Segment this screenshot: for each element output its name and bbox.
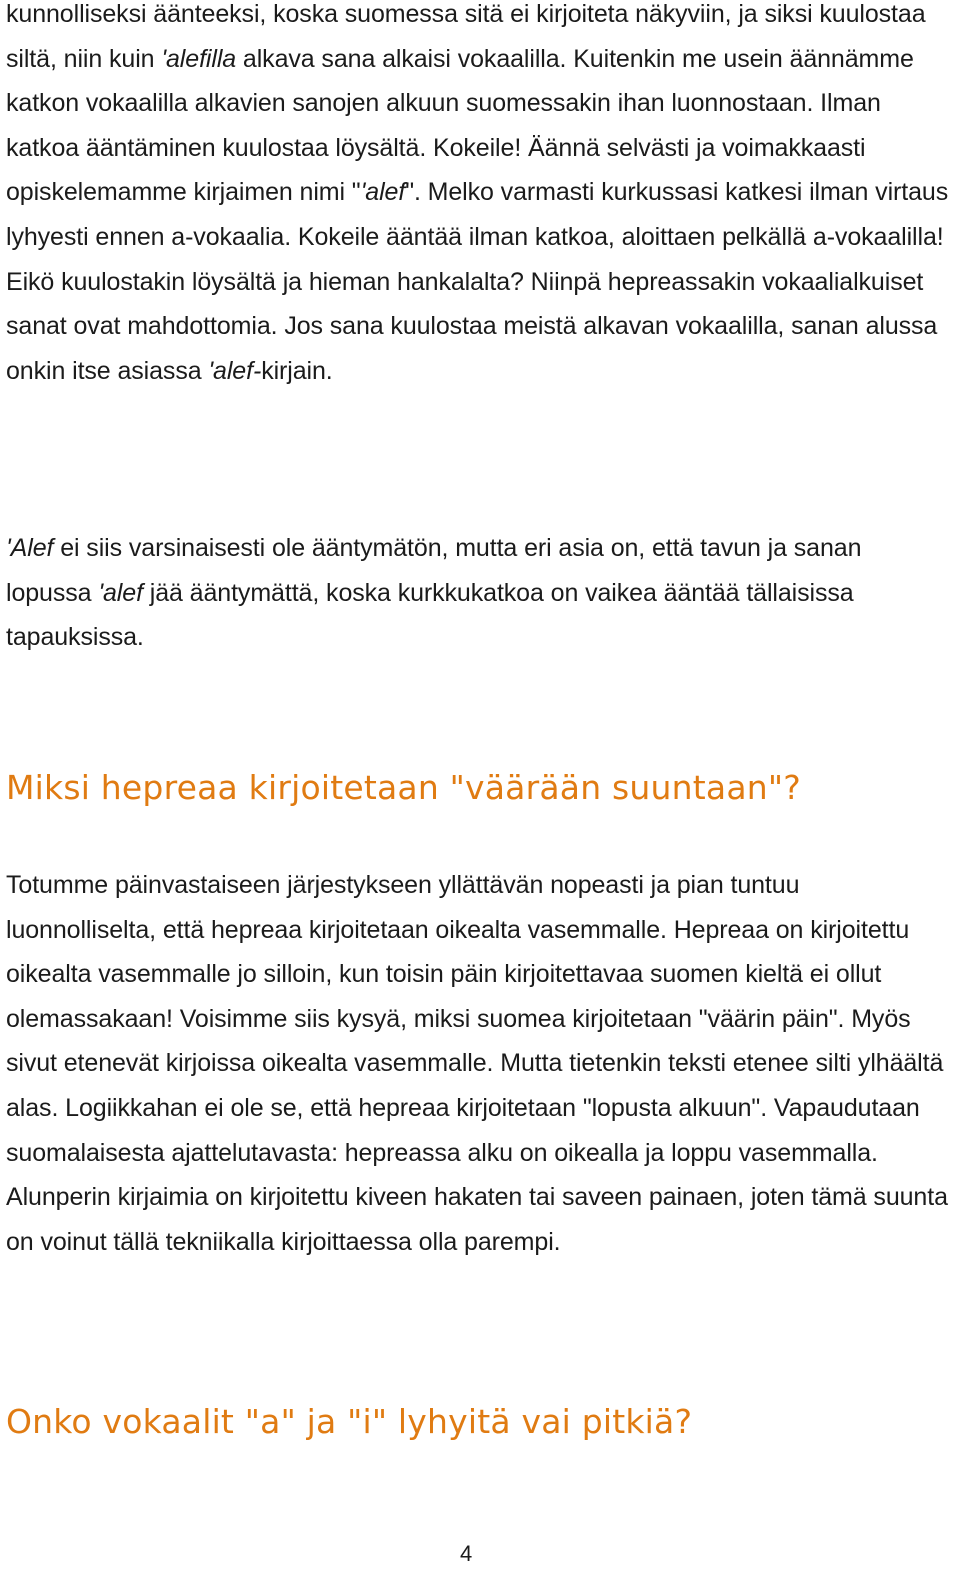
italic-term: 'alef- [208, 356, 262, 385]
text-run: ". Melko varmasti kurkussasi katkesi ilman virtaus lyhyesti ennen a-vokaalia. Kokeile ääntää ilman katkoa, aloittaen pelkällä a-vokaalilla! Eikö kuulostakin löysältä ja hieman hankalalta? Niinpä hepreassakin vokaalialkuiset sanat ovat mahdottomia. Jos sana kuulostaa meistä alkavan vokaalilla, sanan alussa onkin itse asiassa [6, 178, 949, 385]
italic-term: 'alefilla [161, 44, 237, 73]
heading-vowel-length: Onko vokaalit "a" ja "i" lyhyitä vai pitkiä? [6, 1402, 693, 1441]
paragraph-writing-direction [6, 863, 952, 1264]
italic-term: 'Alef [6, 534, 54, 562]
heading-writing-direction: Miksi hepreaa kirjoitetaan "väärään suuntaan"? [6, 768, 801, 807]
text-run: Totumme päinvastaiseen järjestykseen yllättävän nopeasti ja pian tuntuu luonnolliselta, että hepreaa kirjoitetaan oikealta vasemmalle. Hepreaa on kirjoitettu oikealta vasemmalle jo silloin, kun toisin päin kirjoitettavaa suomen kieltä ei ollut olemassakaan! Voisimme siis kysyä, miksi suomea kirjoitetaan "väärin päin". Myös sivut etenevät kirjoissa oikealta vasemmalle. Mutta tietenkin teksti etenee silti ylhäältä alas. Logiikkahan ei ole se, että hepreaa kirjoitetaan "lopusta alkuun". Vapaudutaan suomalaisesta ajattelutavasta: hepreassa alku on oikealla ja loppu vasemmalla. Alunperin kirjaimia on kirjoitettu kiveen hakaten tai saveen painaen, joten tämä suunta on voinut tällä tekniikalla kirjoittaessa olla parempi. [6, 871, 948, 1256]
page-number: 4 [460, 1541, 473, 1566]
text-run: alkava sana alkaisi vokaalilla. Kuitenkin me usein äännämme katkon vokaalilla alkavien sanojen alkuun suomessakin ihan luonnostaan. Ilman katkoa ääntäminen kuulostaa löysältä. Kokeile! Äännä selvästi ja voimakkaasti opiskelemamme kirjaimen nimi " [6, 44, 914, 207]
italic-term: 'alef [98, 578, 143, 607]
text-run: kunnolliseksi äänteeksi, koska suomessa sitä ei kirjoiteta näkyviin, ja siksi kuulostaa siltä, niin kuin [6, 0, 926, 73]
text-run: kirjain. [261, 356, 333, 385]
paragraph-alef-glottal-stop [6, 0, 952, 393]
text-run: ei siis varsinaisesti ole ääntymätön, mutta eri asia on, että tavun ja sanan lopussa [6, 534, 862, 607]
italic-term: 'alef [360, 178, 406, 207]
text-run: jää ääntymättä, koska kurkkukatkoa on vaikea ääntää tällaisissa tapauksissa. [6, 578, 854, 652]
paragraph-alef-silent [6, 526, 952, 660]
